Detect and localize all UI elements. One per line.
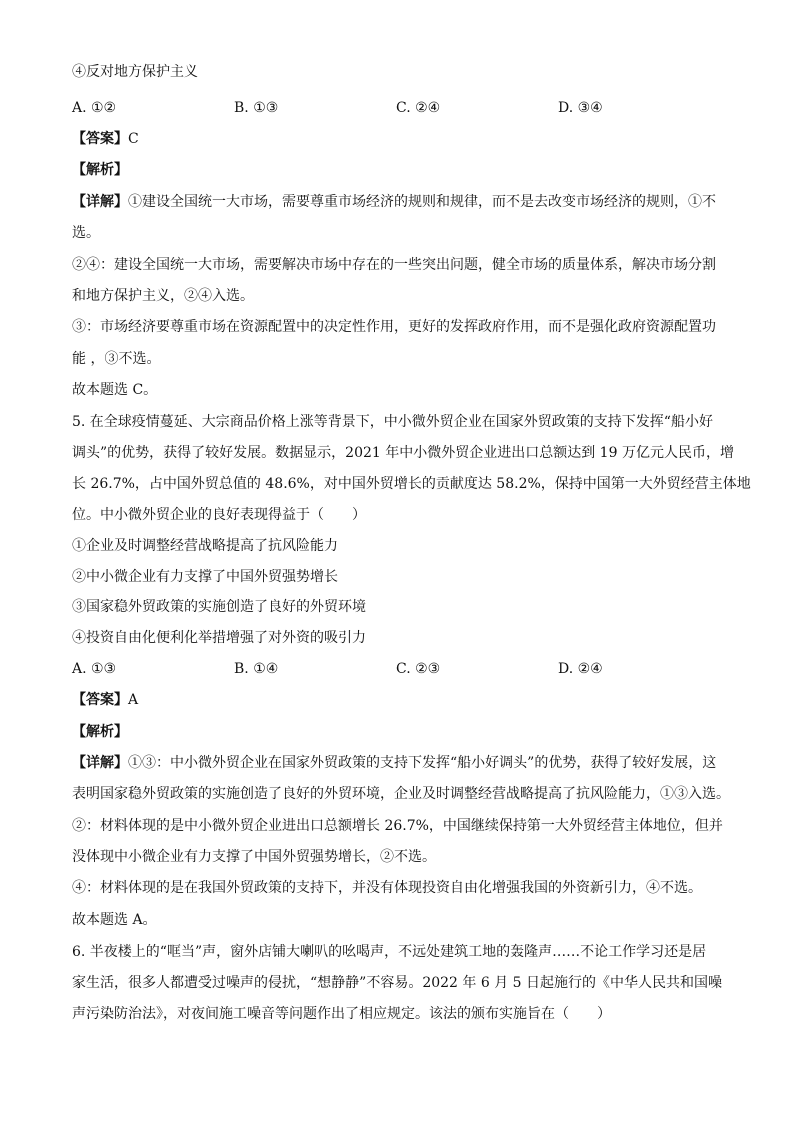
answer-label: 【答案】 [72, 131, 128, 147]
q4-conclusion: 故本题选 C。 [72, 382, 158, 398]
q6-stem-line-3: 声污染防治法》，对夜间施工噪音等问题作出了相应规定。该法的颁布实施旨在（ ） [72, 1006, 611, 1022]
q4-option-b: B. ①③ [234, 100, 279, 116]
answer-label: 【答案】 [72, 692, 128, 708]
q6-stem-line-2: 家生活，很多人都遭受过噪声的侵扰，“想静静”不容易。2022 年 6 月 5 日起施行的《中华人民共和国噪 [72, 975, 723, 991]
q5-analysis-label: 【解析】 [72, 724, 128, 740]
q4-options [72, 98, 732, 118]
q5-stem-line-2: 调头”的优势，获得了较好发展。数据显示，2021 年中小微外贸企业进出口总额达到 19 万亿元人民币，增 [72, 445, 734, 461]
q4-detail-line-3: ②④：建设全国统一大市场，需要解决市场中存在的一些突出问题，健全市场的质量体系，解决市场分割 [72, 257, 716, 273]
q5-stem-line-4: 位。中小微外贸企业的良好表现得益于（ ） [72, 507, 366, 523]
q5-detail-line-2: 表明国家稳外贸政策的实施创造了良好的外贸环境，企业及时调整经营战略提高了抗风险能力，①③入选。 [72, 786, 730, 802]
q4-analysis-label: 【解析】 [72, 162, 128, 178]
q5-stem-line-1: 5. 在全球疫情蔓延、大宗商品价格上涨等背景下，中小微外贸企业在国家外贸政策的支持下发挥“船小好 [72, 414, 713, 430]
q5-item-3: ③国家稳外贸政策的实施创造了良好的外贸环境 [72, 599, 366, 615]
q5-answer [72, 690, 138, 710]
q4-option-a: A. ①② [72, 100, 117, 116]
q4-answer [72, 129, 139, 149]
answer-value: A [128, 692, 139, 708]
q5-stem-line-3: 长 26.7%，占中国外贸总值的 48.6%，对中国外贸增长的贡献度达 58.2%，保持中国第一大外贸经营主体地 [72, 476, 751, 492]
q5-detail-line-4: 没体现中小微企业有力支撑了中国外贸强势增长，②不选。 [72, 849, 436, 865]
detail-label: 【详解】 [72, 194, 128, 210]
q5-option-c: C. ②③ [396, 661, 441, 677]
q4-detail-line-6: 能 ，③不选。 [72, 351, 161, 367]
q5-options [72, 659, 732, 679]
q5-detail-line-5: ④：材料体现的是在我国外贸政策的支持下，并没有体现投资自由化增强我国的外资新引力，④不选。 [72, 880, 702, 896]
q6-stem-line-1: 6. 半夜楼上的“哐当”声，窗外店铺大喇叭的吆喝声，不远处建筑工地的轰隆声……不论工作学习还是居 [72, 944, 707, 960]
q5-option-a: A. ①③ [72, 661, 117, 677]
q5-option-d: D. ②④ [558, 661, 603, 677]
q5-detail-line-3: ②：材料体现的是中小微外贸企业进出口总额增长 26.7%，中国继续保持第一大外贸经营主体地位，但并 [72, 818, 723, 834]
detail-text: ①③：中小微外贸企业在国家外贸政策的支持下发挥“船小好调头”的优势，获得了较好发展，这 [128, 755, 717, 771]
q5-item-1: ①企业及时调整经营战略提高了抗风险能力 [72, 538, 338, 554]
q4-detail-line-2: 选。 [72, 225, 100, 241]
q5-item-2: ②中小微企业有力支撑了中国外贸强势增长 [72, 569, 338, 585]
q5-item-4: ④投资自由化便利化举措增强了对外资的吸引力 [72, 630, 366, 646]
answer-value: C [128, 131, 139, 147]
q5-option-b: B. ①④ [234, 661, 279, 677]
q4-detail-line-5: ③：市场经济要尊重市场在资源配置中的决定性作用，更好的发挥政府作用，而不是强化政府资源配置功 [72, 319, 716, 335]
q5-conclusion: 故本题选 A。 [72, 912, 157, 928]
q4-option-c: C. ②④ [396, 100, 441, 116]
q5-detail-line-1 [72, 753, 716, 773]
q4-option-d: D. ③④ [558, 100, 603, 116]
detail-label: 【详解】 [72, 755, 128, 771]
q4-item-4: ④反对地方保护主义 [72, 64, 198, 80]
q4-detail-line-1 [72, 192, 716, 212]
detail-text: ①建设全国统一大市场，需要尊重市场经济的规则和规律，而不是去改变市场经济的规则，①不 [128, 194, 716, 210]
q4-detail-line-4: 和地方保护主义，②④入选。 [72, 288, 254, 304]
